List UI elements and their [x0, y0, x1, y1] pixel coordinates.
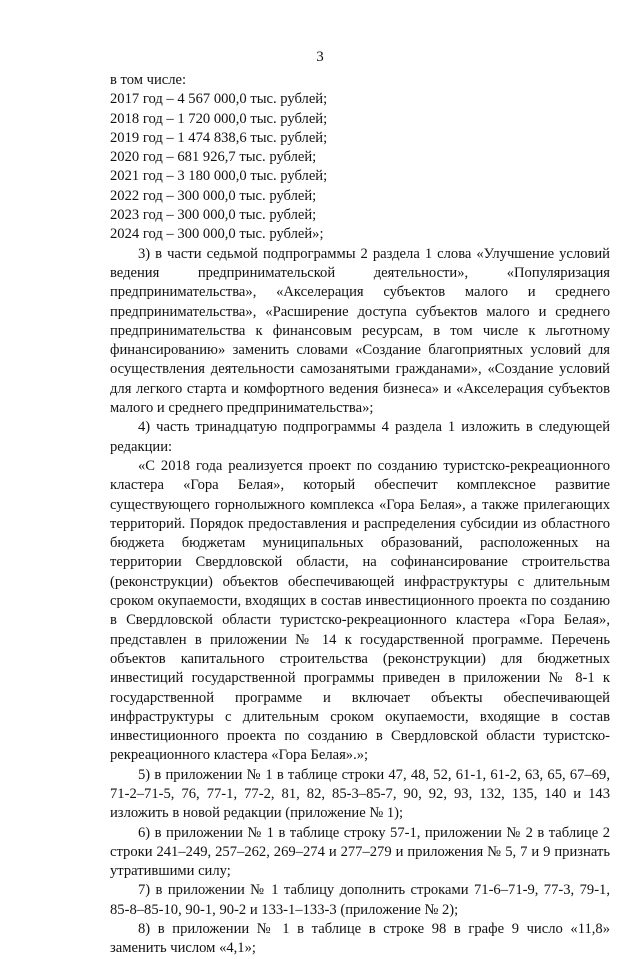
- budget-year-2024: 2024 год – 300 000,0 тыс. рублей»;: [110, 226, 324, 243]
- budget-year-2023: 2023 год – 300 000,0 тыс. рублей;: [110, 207, 317, 224]
- budget-year-2020: 2020 год – 681 926,7 тыс. рублей;: [110, 149, 317, 166]
- budget-year-2018: 2018 год – 1 720 000,0 тыс. рублей;: [110, 110, 328, 127]
- document-body: [110, 71, 610, 959]
- budget-year-2022: 2022 год – 300 000,0 тыс. рублей;: [110, 187, 317, 204]
- paragraph-quote-gora-belaya: «С 2018 года реализуется проект по созданию туристско-рекреационного кластера «Гора Белая», который обеспечит комплексное развитие существующего горнолыжного комплекса «Гора Белая», а также прилегающих территорий. Порядок предоставления и распределения субсидии из областного бюджета бюджетам муниципальных образований, расположенных на территории Свердловской области, на софинансирование строительства (реконструкции) объектов обеспечивающей инфраструктуры с длительным сроком окупаемости, входящих в состав инвестиционного проекта по созданию в Свердловской области туристско-рекреационного кластера «Гора Белая», представлен в приложении № 14 к государственной программе. Перечень объектов капитального строительства (реконструкции) для бюджетных инвестиций государственной программы приведен в приложении № 8-1 к государственной программе и включает объекты обеспечивающей инфраструктуры с длительным сроком окупаемости, входящие в состав инвестиционного проекта по созданию в Свердловской области туристско-рекреационного кластера «Гора Белая».»;: [110, 457, 610, 764]
- budget-year-2019: 2019 год – 1 474 838,6 тыс. рублей;: [110, 129, 328, 146]
- budget-year-2021: 2021 год – 3 180 000,0 тыс. рублей;: [110, 168, 328, 185]
- paragraph-item-4: 4) часть тринадцатую подпрограммы 4 раздела 1 изложить в следующей редакции:: [110, 419, 610, 455]
- budget-intro: в том числе:: [110, 72, 187, 88]
- paragraph-item-5: 5) в приложении № 1 в таблице строки 47, 48, 52, 61-1, 61-2, 63, 65, 67–69, 71-2–71-5, 76, 77-1, 77-2, 81, 82, 85-3–85-7, 90, 92, 93, 132, 135, 140 и 143 изложить в новой редакции (приложение № 1);: [110, 766, 610, 822]
- paragraph-item-8: 8) в приложении № 1 в таблице в строке 98 в графе 9 число «11,8» заменить числом «4,1»;: [110, 921, 610, 957]
- paragraph-item-7: 7) в приложении № 1 таблицу дополнить строками 71-6–71-9, 77-3, 79-1, 85-8–85-10, 90-1, 90-2 и 133-1–133-3 (приложение № 2);: [110, 882, 610, 918]
- budget-year-2017: 2017 год – 4 567 000,0 тыс. рублей;: [110, 91, 328, 108]
- page-number: 3: [316, 49, 324, 65]
- paragraph-item-3: 3) в части седьмой подпрограммы 2 раздела 1 слова «Улучшение условий ведения предпринимательской деятельности», «Популяризация предпринимательства», «Акселерация субъектов малого и среднего предпринимательства», «Расширение доступа субъектов малого и среднего предпринимательства к финансовым ресурсам, в том числе к льготному финансированию» заменить словами «Создание благоприятных условий для осуществления деятельности самозанятыми гражданами», «Создание условий для легкого старта и комфортного ведения бизнеса» и «Акселерация субъектов малого и среднего предпринимательства»;: [110, 245, 610, 417]
- paragraph-item-6: 6) в приложении № 1 в таблице строку 57-1, приложении № 2 в таблице 2 строки 241–249, 257–262, 269–274 и 277–279 и приложения № 5, 7 и 9 признать утратившими силу;: [110, 824, 610, 880]
